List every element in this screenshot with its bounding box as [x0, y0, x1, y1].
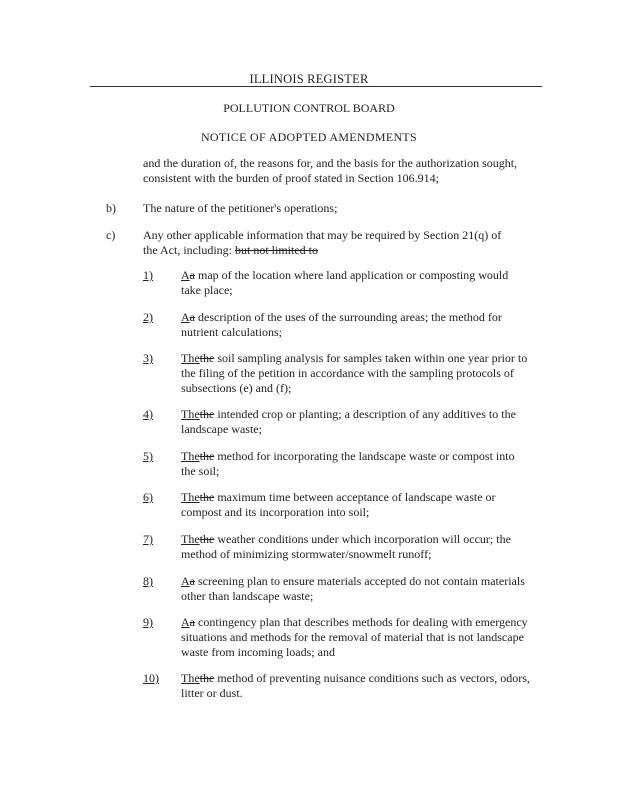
- item-added-text: The: [181, 407, 200, 421]
- item-added-text: A: [181, 310, 190, 324]
- item-added-text: A: [181, 615, 190, 629]
- section-c-body: Any other applicable information that may be required by Section 21(q) of the Act, including:: [143, 228, 502, 257]
- item-text: screening plan to ensure materials accepted do not contain materials other than landscape waste;: [181, 574, 525, 603]
- item-added-text: The: [181, 351, 200, 365]
- continuation-paragraph: and the duration of, the reasons for, and the basis for the authorization sought, consistent with the burden of proof stated in Section 106.914;: [143, 156, 518, 185]
- list-item: [181, 351, 531, 396]
- list-item: [181, 671, 531, 701]
- list-item: [181, 574, 531, 604]
- item-removed-text: a: [189, 310, 195, 324]
- item-added-text: The: [181, 671, 200, 685]
- item-removed-text: the: [199, 449, 215, 463]
- item-removed-text: the: [199, 407, 215, 421]
- item-text: map of the location where land application or composting would take place;: [181, 268, 509, 297]
- section-b-label: b): [106, 201, 116, 215]
- list-item: [181, 449, 531, 479]
- item-text: method of preventing nuisance conditions such as vectors, odors, litter or dust.: [181, 671, 530, 700]
- list-item: [181, 407, 531, 437]
- item-removed-text: the: [199, 532, 215, 546]
- item-removed-text: the: [199, 490, 215, 504]
- item-number: 10): [143, 671, 159, 685]
- list-item: [181, 268, 531, 298]
- item-number: 9): [143, 615, 153, 629]
- item-removed-text: a: [189, 268, 195, 282]
- item-number: 4): [143, 407, 153, 421]
- section-c-text: [143, 228, 503, 258]
- section-c-struck: but not limited to: [235, 243, 318, 257]
- list-item: [181, 490, 531, 520]
- register-title: ILLINOIS REGISTER: [249, 72, 369, 86]
- section-c-label: c): [106, 228, 116, 242]
- item-number: 2): [143, 310, 153, 324]
- item-removed-text: the: [199, 351, 215, 365]
- header-rule: [90, 86, 542, 87]
- item-text: contingency plan that describes methods for dealing with emergency situations and methods for the removal of material that is not landscape waste from incoming loads; and: [181, 615, 528, 659]
- item-text: maximum time between acceptance of landscape waste or compost and its incorporation into soil;: [181, 490, 496, 519]
- list-item: [181, 615, 531, 660]
- item-number: 5): [143, 449, 153, 463]
- notice-title: NOTICE OF ADOPTED AMENDMENTS: [200, 130, 418, 144]
- item-text: description of the uses of the surrounding areas; the method for nutrient calculations;: [181, 310, 502, 339]
- item-removed-text: the: [199, 671, 215, 685]
- section-b-text: The nature of the petitioner's operations;: [143, 201, 338, 215]
- item-text: soil sampling analysis for samples taken within one year prior to the filing of the petition in accordance with the sampling protocols of subsections (e) and (f);: [181, 351, 528, 395]
- item-number: 3): [143, 351, 153, 365]
- item-added-text: A: [181, 268, 190, 282]
- board-name: POLLUTION CONTROL BOARD: [223, 101, 395, 115]
- list-item: [181, 532, 531, 562]
- list-item: [181, 310, 531, 340]
- item-added-text: The: [181, 449, 200, 463]
- item-added-text: The: [181, 532, 200, 546]
- item-number: 8): [143, 574, 153, 588]
- item-text: weather conditions under which incorporation will occur; the method of minimizing stormwater/snowmelt runoff;: [181, 532, 511, 561]
- item-added-text: A: [181, 574, 190, 588]
- item-removed-text: a: [189, 615, 195, 629]
- item-text: method for incorporating the landscape waste or compost into the soil;: [181, 449, 515, 478]
- item-number: 6): [143, 490, 153, 504]
- item-number: 1): [143, 268, 153, 282]
- item-text: intended crop or planting; a description of any additives to the landscape waste;: [181, 407, 516, 436]
- item-removed-text: a: [189, 574, 195, 588]
- item-number: 7): [143, 532, 153, 546]
- item-added-text: The: [181, 490, 200, 504]
